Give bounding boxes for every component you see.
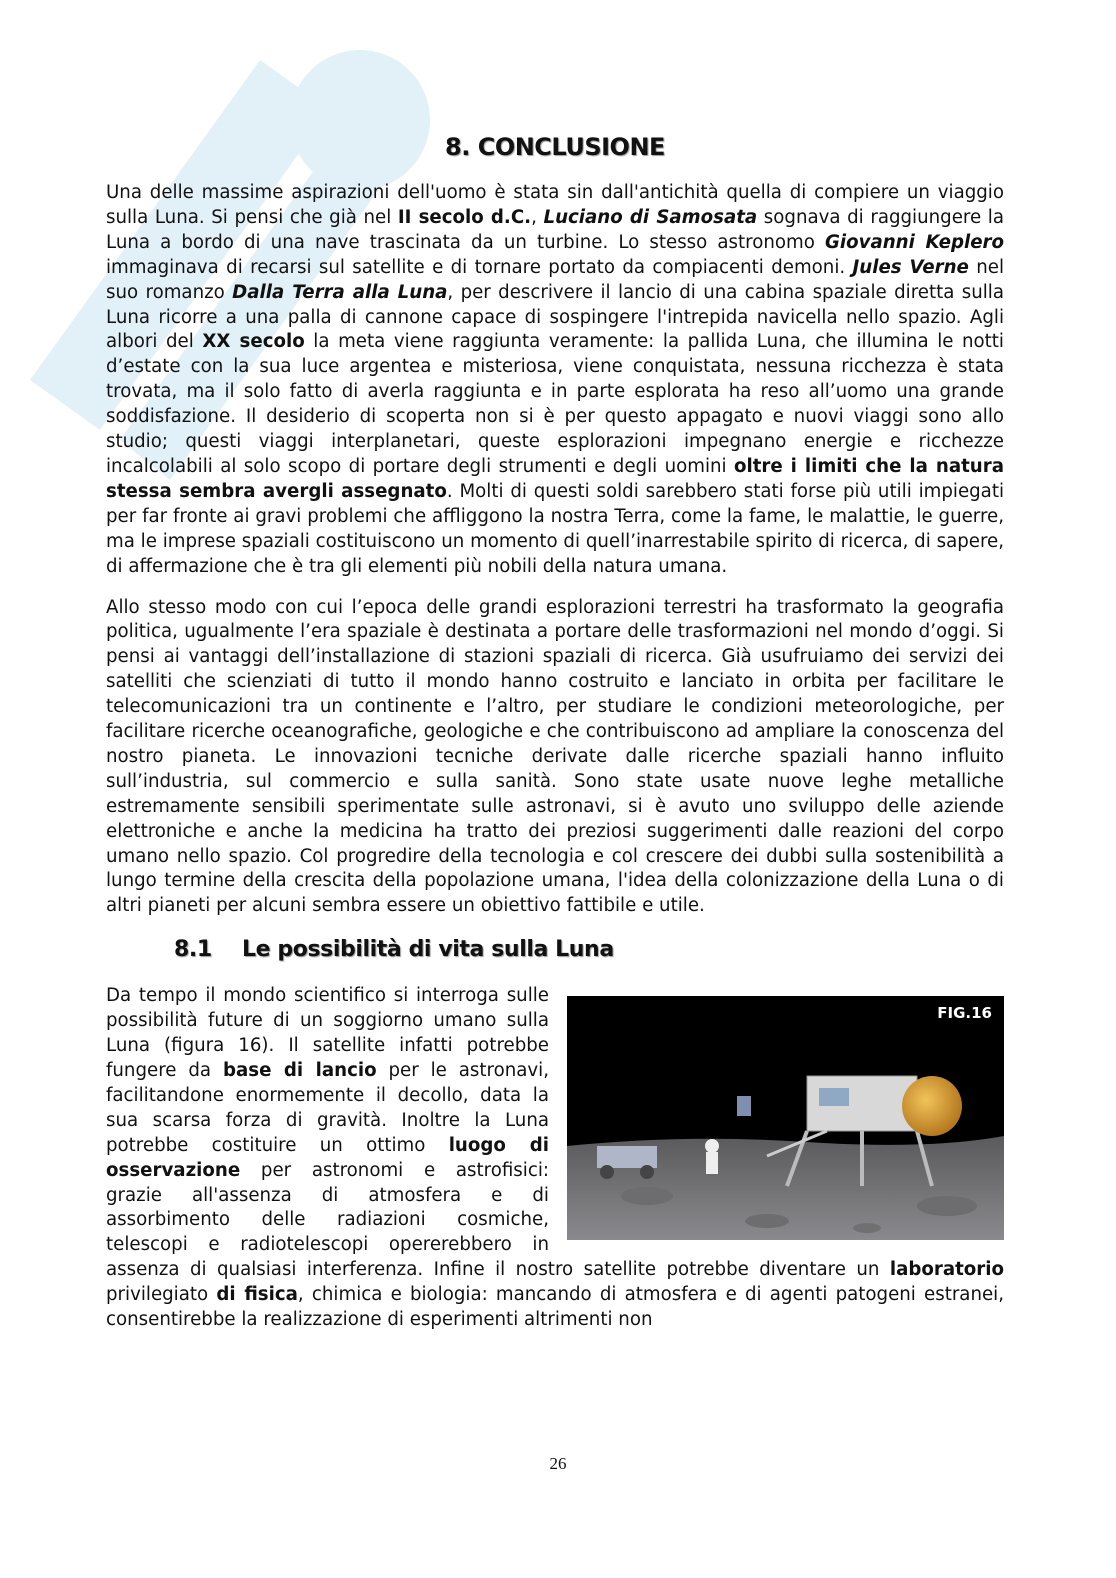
figure-label: FIG.16: [937, 1004, 992, 1023]
moon-base-illustration: [567, 996, 1004, 1240]
paragraph-1: Una delle massime aspirazioni dell'uomo è stata sin dall'antichità quella di compiere un viaggio sulla Luna. Si pensi che già nel II secolo d.C., Luciano di Samosata sognava di raggiungere la Luna a bordo di una nave trascinata da un turbine. Lo stesso astronomo Giovanni Keplero immaginava di recarsi sul satellite e di tornare portato da compiacenti demoni. Jules Verne nel suo romanzo Dalla Terra alla Luna, per descrivere il lancio di una cabina spaziale diretta sulla Luna ricorre a una palla di cannone capace di sospingere l'intrepida navicella nello spazio. Agli albori del XX secolo la meta viene raggiunta veramente: la pallida Luna, che illumina le notti d’estate con la sua luce argentea e misteriosa, viene conquistata, nessuna ricchezza è stata trovata, ma il solo fatto di averla raggiunta e in parte esplorata ha reso all’uomo una grande soddisfazione. Il desiderio di scoperta non si è per questo appagato e nuovi viaggi sono allo studio; questi viaggi interplanetari, queste esplorazioni impegnano energie e ricchezze incalcolabili al solo scopo di portare degli strumenti e degli uomini oltre i limiti che la natura stessa sembra avergli assegnato. Molti di questi soldi sarebbero stati forse più utili impiegati per far fronte ai gravi problemi che affliggono la nostra Terra, come la fame, le malattie, le guerre, ma le imprese spaziali costituiscono un momento di quell’inarrestabile spirito di ricerca, di sapere, di affermazione che è tra gli elementi più nobili della natura umana.: [106, 182, 1005, 577]
chapter-heading: 8. CONCLUSIONE: [445, 133, 665, 161]
paragraph-2: Allo stesso modo con cui l’epoca delle grandi esplorazioni terrestri ha trasformato la geografia politica, ugualmente l’era spaziale è destinata a portare delle trasformazioni nel mondo d’oggi. Si pensi ai vantaggi dell’installazione di stazioni spaziali di ricerca. Già usufruiamo dei servizi dei satelliti che scienziati di tutto il mondo hanno costruito e lanciato in orbita per facilitare le telecomunicazioni tra un continente e l’altro, per studiare le condizioni meteorologiche, per facilitare ricerche oceanografiche, geologiche e che contribuiscono ad ampliare la conoscenza del nostro pianeta. Le innovazioni tecniche derivate dalle ricerche spaziali hanno influito sull’industria, sul commercio e sulla sanità. Sono state usate nuove leghe metalliche estremamente sensibili sperimentate sulle astronavi, si è avuto uno sviluppo delle aziende elettroniche e anche la medicina ha tratto dei preziosi suggerimenti dalle reazioni del corpo umano nello spazio. Col progredire della tecnologia e col crescere dei dubbi sulla sostenibilità a lungo termine della crescita della popolazione umana, l'idea della colonizzazione della Luna o di altri pianeti per alcuni sembra essere un obiettivo fattibile e utile.: [106, 596, 1004, 917]
page-number: 26: [549, 1454, 567, 1473]
paragraph-3: Da tempo il mondo scientifico si interroga sulle possibilità future di un soggiorno umano sulla Luna (figura 16). Il satellite infatti potrebbe fungere da base di lancio per le astronavi, facilitandone enormemente il decollo, data la sua scarsa forza di gravità. Inoltre la Luna potrebbe costituire un ottimo luogo di osservazione per astronomi e astrofisici: grazie all'assenza di atmosfera e di assorbimento delle radiazioni cosmiche, telescopi e radiotelescopi opererebbero in assenza di qualsiasi interferenza. Infine il nostro satellite potrebbe diventare un laboratorio privilegiato di fisica, chimica e biologia: mancando di atmosfera e di agenti patogeni estranei, consentirebbe la realizzazione di esperimenti altrimenti non: [106, 985, 1004, 1331]
section-heading: 8.1 Le possibilità di vita sulla Luna: [174, 937, 614, 963]
page-content: [106, 133, 1004, 1333]
figure-16-moon-base-image: [567, 996, 1004, 1240]
